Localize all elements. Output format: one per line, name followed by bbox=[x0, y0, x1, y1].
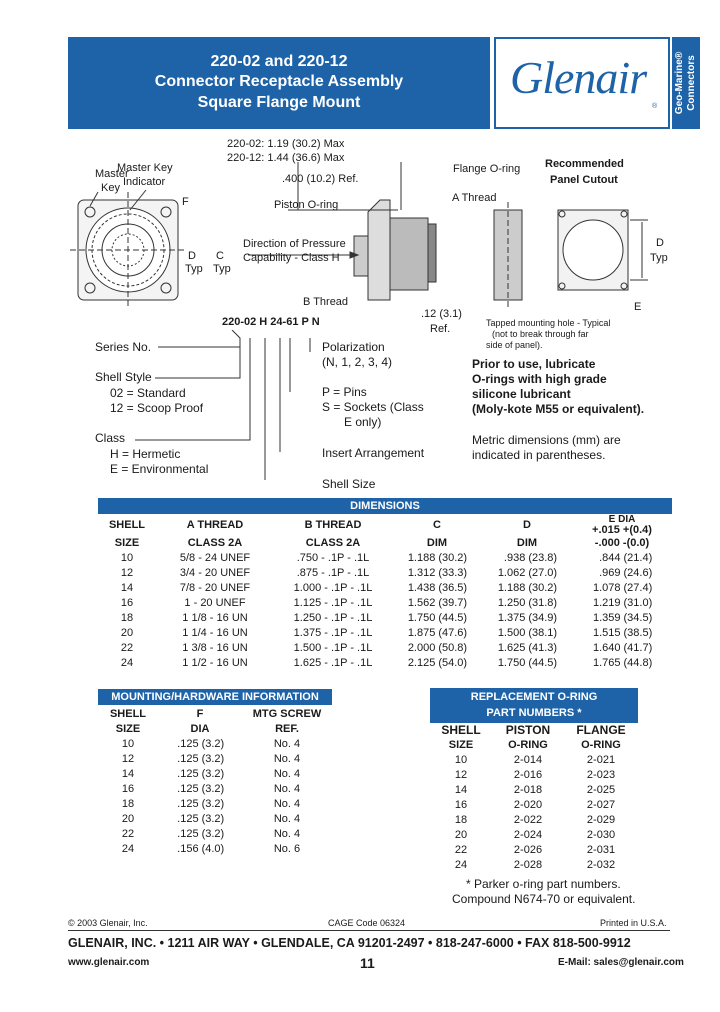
mtg-row bbox=[98, 782, 332, 797]
dim-cell: 1.875 bbox=[407, 627, 436, 639]
mtg-cell: 22 bbox=[121, 828, 135, 840]
dim-cell: 1.438 bbox=[407, 582, 436, 594]
dim-cell: 1 1/8 - 16 UN bbox=[182, 612, 248, 624]
mtg-cell: (3.2) bbox=[201, 798, 225, 810]
rep-cell: 2-030 bbox=[586, 829, 616, 841]
mtg-cell: .125 bbox=[177, 813, 199, 825]
mtg-h1-shell: SHELL bbox=[109, 708, 147, 720]
mtg-cell: 20 bbox=[121, 813, 135, 825]
rep-row bbox=[430, 813, 638, 828]
dim-cell: 1.250 - .1P - .1L bbox=[293, 612, 373, 624]
cutout-title: Recommended bbox=[545, 158, 624, 170]
dim-h1-bthread: B THREAD bbox=[304, 518, 362, 531]
dim-cell: 3/4 - 20 UNEF bbox=[179, 567, 251, 579]
dim-row bbox=[98, 626, 672, 641]
insert-arrangement-label: Insert Arrangement bbox=[322, 446, 425, 460]
dim-cell: 1.125 - .1P - .1L bbox=[293, 597, 373, 609]
mtg-cell: 16 bbox=[121, 783, 135, 795]
dim-cell: .750 - .1P - .1L bbox=[296, 552, 370, 564]
shell-size-label: Shell Size bbox=[322, 477, 376, 491]
mtg-cell: (3.2) bbox=[201, 738, 225, 750]
mtg-cell: (3.2) bbox=[201, 828, 225, 840]
c-typ-label: C bbox=[216, 250, 224, 262]
lube-note-4: (Moly-kote M55 or equivalent). bbox=[472, 402, 645, 416]
logo-text: Glenair bbox=[510, 52, 647, 103]
page-number: 11 bbox=[360, 955, 375, 971]
side-tab bbox=[672, 37, 700, 129]
dim-cell: (21.4) bbox=[623, 552, 653, 564]
master-key-label-2: Key bbox=[101, 182, 120, 194]
dim-h2-e-minus: -.000 bbox=[594, 537, 620, 549]
mtg-cell: (3.2) bbox=[201, 813, 225, 825]
mtg-h2-ref: REF. bbox=[275, 723, 299, 735]
dim-cell: .875 - .1P - .1L bbox=[296, 567, 370, 579]
direction-label: Direction of Pressure bbox=[243, 238, 346, 250]
polarization-options: (N, 1, 2, 3, 4) bbox=[322, 355, 393, 369]
page-title: 220-02 and 220-12 bbox=[210, 53, 348, 70]
rep-h2-size: SIZE bbox=[448, 739, 474, 751]
master-key-label: Master bbox=[95, 168, 129, 180]
polarization-label: Polarization bbox=[322, 340, 385, 354]
piston-oring-label: Piston O-ring bbox=[274, 199, 339, 211]
cutout-typ-label: Typ bbox=[650, 252, 668, 264]
dim-cell: 1.250 bbox=[497, 597, 526, 609]
dim-cell: (31.8) bbox=[528, 597, 558, 609]
mtg-h1-f: F bbox=[196, 708, 204, 720]
dim-cell: .938 bbox=[503, 552, 526, 564]
dim-h2-ddim: DIM bbox=[516, 537, 538, 549]
f-label: F bbox=[182, 196, 189, 208]
mtg-cell: .156 bbox=[177, 843, 199, 855]
replacement-title bbox=[430, 688, 638, 723]
dimensions-title: DIMENSIONS bbox=[98, 498, 672, 514]
rep-h1-flange: FLANGE bbox=[576, 723, 626, 737]
replacement-title-2: PART NUMBERS * bbox=[486, 707, 582, 719]
dim-cell: (27.4) bbox=[623, 582, 653, 594]
rep-cell: 2-026 bbox=[513, 844, 543, 856]
page-subtitle-2: Square Flange Mount bbox=[197, 94, 361, 111]
mtg-cell: No. 4 bbox=[273, 828, 301, 840]
dim-cell: 1.375 bbox=[497, 612, 526, 624]
rep-cell: 24 bbox=[454, 859, 468, 871]
rep-cell: 2-014 bbox=[513, 754, 543, 766]
dim-h1-e-plusmm: +(0.4) bbox=[622, 524, 652, 536]
dim-cell: 1.000 - .1P - .1L bbox=[293, 582, 373, 594]
front-view bbox=[70, 190, 186, 308]
metric-note-1: Metric dimensions (mm) are bbox=[472, 433, 621, 447]
mtg-cell: .125 bbox=[177, 738, 199, 750]
side-tab-line2: Connectors bbox=[686, 55, 697, 111]
mtg-cell: (3.2) bbox=[201, 753, 225, 765]
dim-cell: 12 bbox=[120, 567, 134, 579]
rep-cell: 10 bbox=[454, 754, 468, 766]
mounting-table bbox=[98, 707, 332, 857]
dim-h1-e bbox=[572, 514, 672, 536]
master-key-indicator-label: Master Key bbox=[117, 162, 173, 174]
lube-note-1: Prior to use, lubricate bbox=[472, 357, 596, 371]
rep-cell: 14 bbox=[454, 784, 468, 796]
dim-row bbox=[98, 656, 672, 671]
part-number-example: 220-02 H 24-61 P N bbox=[222, 316, 320, 328]
dim-row bbox=[98, 566, 672, 581]
dim-cell: 24 bbox=[120, 657, 134, 669]
shell-style-label: Shell Style bbox=[95, 370, 152, 384]
dim-cell: (38.1) bbox=[528, 627, 558, 639]
class-h: H = Hermetic bbox=[110, 447, 181, 461]
dim-cell: 1.562 bbox=[407, 597, 436, 609]
dim-h2-e-minusmm: -(0.0) bbox=[622, 537, 650, 549]
mtg-cell: (4.0) bbox=[201, 843, 225, 855]
pins-option: P = Pins bbox=[322, 385, 367, 399]
dim-cell: 16 bbox=[120, 597, 134, 609]
dim-h1-e-plus: +.015 bbox=[592, 524, 620, 536]
sockets-option: S = Sockets (Class bbox=[322, 400, 424, 414]
dim-cell: 1 1/2 - 16 UN bbox=[182, 657, 248, 669]
rep-cell: 2-018 bbox=[513, 784, 543, 796]
master-key-indicator-label-2: Indicator bbox=[123, 176, 166, 188]
replacement-title-1: REPLACEMENT O-RING bbox=[470, 691, 598, 703]
rep-cell: 2-023 bbox=[586, 769, 616, 781]
dim-h1-c: C bbox=[433, 518, 441, 531]
dim-row bbox=[98, 581, 672, 596]
mtg-cell: 10 bbox=[121, 738, 135, 750]
flange-oring-label: Flange O-ring bbox=[453, 163, 521, 175]
mtg-cell: .125 bbox=[177, 798, 199, 810]
dim-cell: (27.0) bbox=[528, 567, 558, 579]
length-220-02: 220-02: 1.19 (30.2) Max bbox=[227, 138, 345, 150]
dim-cell: 1.515 bbox=[592, 627, 621, 639]
ref-12-label-2: Ref. bbox=[430, 323, 451, 335]
dim-cell: 1.500 - .1P - .1L bbox=[293, 642, 373, 654]
dim-h2-bclass: CLASS 2A bbox=[305, 537, 361, 549]
dim-row bbox=[98, 551, 672, 566]
dim-h1-e-tol bbox=[572, 525, 672, 536]
page-subtitle: Connector Receptacle Assembly bbox=[154, 73, 404, 90]
dim-cell: 1.188 bbox=[407, 552, 436, 564]
dim-cell: (34.5) bbox=[623, 612, 653, 624]
mtg-cell: No. 4 bbox=[273, 783, 301, 795]
rep-row bbox=[430, 828, 638, 843]
tapped-note-1: Tapped mounting hole - Typical bbox=[486, 318, 611, 328]
mtg-cell: .125 bbox=[177, 783, 199, 795]
dim-cell: 1.765 bbox=[592, 657, 621, 669]
side-tab-text bbox=[674, 52, 698, 114]
rep-cell: 2-031 bbox=[586, 844, 616, 856]
class-label: Class bbox=[95, 431, 126, 445]
rep-cell: 2-029 bbox=[586, 814, 616, 826]
dim-cell: 1.062 bbox=[497, 567, 526, 579]
dim-cell: 10 bbox=[120, 552, 134, 564]
cutout-title-2: Panel Cutout bbox=[550, 174, 618, 186]
mounting-title: MOUNTING/HARDWARE INFORMATION bbox=[98, 689, 332, 705]
rep-row bbox=[430, 843, 638, 858]
dim-cell: (47.6) bbox=[438, 627, 468, 639]
parker-note: * Parker o-ring part numbers. bbox=[466, 877, 621, 891]
dim-cell: 1.625 - .1P - .1L bbox=[293, 657, 373, 669]
email-link[interactable]: E-Mail: sales@glenair.com bbox=[558, 957, 684, 968]
rep-cell: 2-027 bbox=[586, 799, 616, 811]
dim-cell: 1.750 bbox=[407, 612, 436, 624]
tapped-note-2: (not to break through far bbox=[492, 329, 589, 339]
rep-cell: 18 bbox=[454, 814, 468, 826]
mtg-row bbox=[98, 827, 332, 842]
dim-cell: 20 bbox=[120, 627, 134, 639]
rep-cell: 2-025 bbox=[586, 784, 616, 796]
series-label: Series No. bbox=[95, 340, 152, 354]
mtg-cell: No. 4 bbox=[273, 813, 301, 825]
dim-cell: .844 bbox=[599, 552, 621, 564]
dim-cell: 1.500 bbox=[497, 627, 526, 639]
dim-h1-d: D bbox=[523, 518, 531, 531]
replacement-table bbox=[430, 723, 638, 873]
rep-cell: 2-022 bbox=[513, 814, 543, 826]
mtg-cell: 12 bbox=[121, 753, 135, 765]
mtg-row bbox=[98, 812, 332, 827]
mtg-cell: 14 bbox=[121, 768, 135, 780]
dim-cell: (41.7) bbox=[623, 642, 653, 654]
mtg-cell: No. 4 bbox=[273, 798, 301, 810]
mtg-h2-size: SIZE bbox=[115, 723, 141, 735]
dim-h2-etol bbox=[572, 536, 672, 551]
mtg-cell: (3.2) bbox=[201, 783, 225, 795]
compound-note: Compound N674-70 or equivalent. bbox=[452, 892, 636, 906]
dim-cell: (30.2) bbox=[528, 582, 558, 594]
dim-cell: (38.5) bbox=[623, 627, 653, 639]
dim-row bbox=[98, 596, 672, 611]
mtg-row bbox=[98, 752, 332, 767]
dim-cell: 1.219 bbox=[592, 597, 621, 609]
rep-row bbox=[430, 768, 638, 783]
rep-cell: 2-021 bbox=[586, 754, 616, 766]
mtg-cell: No. 4 bbox=[273, 768, 301, 780]
rep-cell: 2-032 bbox=[586, 859, 616, 871]
mtg-row bbox=[98, 842, 332, 857]
dim-cell: (30.2) bbox=[438, 552, 468, 564]
cage-code: CAGE Code 06324 bbox=[328, 918, 406, 928]
copyright: © 2003 Glenair, Inc. bbox=[68, 918, 148, 928]
dim-cell: 1 - 20 UNEF bbox=[184, 597, 246, 609]
a-thread-label: A Thread bbox=[452, 192, 497, 204]
sockets-option-2: E only) bbox=[344, 415, 382, 429]
dim-cell: (31.0) bbox=[623, 597, 653, 609]
dim-cell: 1.375 - .1P - .1L bbox=[293, 627, 373, 639]
class-e: E = Environmental bbox=[110, 462, 209, 476]
rep-cell: 2-016 bbox=[513, 769, 543, 781]
dimensions-table bbox=[98, 514, 672, 671]
dim-cell: (36.5) bbox=[438, 582, 468, 594]
shell-style-02: 02 = Standard bbox=[110, 386, 186, 400]
dim-row bbox=[98, 611, 672, 626]
dim-cell: (50.8) bbox=[438, 642, 468, 654]
dim-h2-size: SIZE bbox=[114, 537, 140, 549]
mtg-cell: No. 4 bbox=[273, 738, 301, 750]
dim-cell: (41.3) bbox=[528, 642, 558, 654]
dim-cell: 5/8 - 24 UNEF bbox=[179, 552, 251, 564]
dim-cell: (39.7) bbox=[438, 597, 468, 609]
d-typ-label: D bbox=[188, 250, 196, 262]
dim-cell: .969 bbox=[599, 567, 621, 579]
dim-cell: (24.6) bbox=[623, 567, 653, 579]
rep-cell: 12 bbox=[454, 769, 468, 781]
ref-12-label: .12 (3.1) bbox=[421, 308, 462, 320]
dim-cell: 14 bbox=[120, 582, 134, 594]
rep-cell: 16 bbox=[454, 799, 468, 811]
dim-cell: 1 1/4 - 16 UN bbox=[182, 627, 248, 639]
cutout-d-label: D bbox=[656, 237, 664, 249]
title-banner bbox=[68, 37, 490, 129]
lube-note-3: silicone lubricant bbox=[472, 387, 571, 401]
mtg-cell: .125 bbox=[177, 828, 199, 840]
dim-cell: (44.5) bbox=[438, 612, 468, 624]
dim-row bbox=[98, 641, 672, 656]
mtg-row bbox=[98, 737, 332, 752]
cutout-e-label: E bbox=[634, 301, 642, 313]
tapped-note-3: side of panel). bbox=[486, 340, 543, 350]
footer-address: GLENAIR, INC. • 1211 AIR WAY • GLENDALE, CA 91201-2497 • 818-247-6000 • FAX 818-500-9912 bbox=[68, 936, 631, 950]
rep-h2-flange: O-RING bbox=[581, 739, 621, 751]
rep-h1-piston: PISTON bbox=[505, 723, 551, 737]
capability-label: Capability - Class H bbox=[243, 252, 340, 264]
mtg-cell: 18 bbox=[121, 798, 135, 810]
panel-cutout bbox=[494, 202, 648, 308]
dim-cell: 18 bbox=[120, 612, 134, 624]
lube-note-2: O-rings with high grade bbox=[472, 372, 607, 386]
mtg-cell: No. 6 bbox=[273, 843, 301, 855]
dim-cell: (54.0) bbox=[438, 657, 468, 669]
rep-row bbox=[430, 798, 638, 813]
dim-cell: 2.000 bbox=[407, 642, 436, 654]
dim-cell: 1 3/8 - 16 UN bbox=[182, 642, 248, 654]
rep-row bbox=[430, 858, 638, 873]
glenair-logo bbox=[494, 37, 670, 129]
dim-h1-athread: A THREAD bbox=[186, 518, 244, 531]
dim-cell: 1.188 bbox=[497, 582, 526, 594]
rep-cell: 2-024 bbox=[513, 829, 543, 841]
dim-cell: 1.359 bbox=[592, 612, 621, 624]
rep-cell: 2-020 bbox=[513, 799, 543, 811]
rep-cell: 20 bbox=[454, 829, 468, 841]
dim-h1-shell: SHELL bbox=[108, 518, 146, 531]
mtg-row bbox=[98, 797, 332, 812]
length-220-12: 220-12: 1.44 (36.6) Max bbox=[227, 152, 345, 164]
mtg-row bbox=[98, 767, 332, 782]
b-thread-label: B Thread bbox=[303, 296, 349, 308]
mtg-cell: 24 bbox=[121, 843, 135, 855]
rep-row bbox=[430, 783, 638, 798]
dim-cell: 1.640 bbox=[592, 642, 621, 654]
dim-h2-cdim: DIM bbox=[426, 537, 448, 549]
mtg-cell: .125 bbox=[177, 753, 199, 765]
rep-cell: 22 bbox=[454, 844, 468, 856]
rep-h2-piston: O-RING bbox=[508, 739, 548, 751]
website-link[interactable]: www.glenair.com bbox=[68, 957, 150, 968]
dim-cell: 1.078 bbox=[592, 582, 621, 594]
dim-cell: (33.3) bbox=[438, 567, 468, 579]
dim-cell: 22 bbox=[120, 642, 134, 654]
printed-in: Printed in U.S.A. bbox=[600, 918, 667, 928]
mtg-h1-screw: MTG SCREW bbox=[252, 708, 322, 720]
mtg-cell: No. 4 bbox=[273, 753, 301, 765]
c-typ-label-2: Typ bbox=[213, 263, 231, 275]
rep-cell: 2-028 bbox=[513, 859, 543, 871]
rep-row bbox=[430, 753, 638, 768]
d-typ-label-2: Typ bbox=[185, 263, 203, 275]
dim-cell: 7/8 - 20 UNEF bbox=[179, 582, 251, 594]
dim-cell: 2.125 bbox=[407, 657, 436, 669]
mtg-cell: (3.2) bbox=[201, 768, 225, 780]
mtg-cell: .125 bbox=[177, 768, 199, 780]
shell-style-12: 12 = Scoop Proof bbox=[110, 401, 204, 415]
side-tab-line1: Geo-Marine® bbox=[674, 51, 685, 115]
logo-registered: ® bbox=[652, 103, 658, 110]
dim-cell: (23.8) bbox=[528, 552, 558, 564]
dim-cell: (44.8) bbox=[623, 657, 653, 669]
dim-cell: 1.750 bbox=[497, 657, 526, 669]
dim-cell: (44.5) bbox=[528, 657, 558, 669]
mtg-h2-dia: DIA bbox=[190, 723, 210, 735]
dim-cell: (34.9) bbox=[528, 612, 558, 624]
dim-h1-e-dia: E DIA bbox=[608, 514, 636, 525]
rep-h1-shell: SHELL bbox=[441, 723, 481, 737]
dim-cell: 1.312 bbox=[407, 567, 436, 579]
metric-note-2: indicated in parentheses. bbox=[472, 448, 606, 462]
ref-400: .400 (10.2) Ref. bbox=[282, 173, 359, 185]
footer-divider bbox=[68, 930, 670, 931]
dim-h2-aclass: CLASS 2A bbox=[187, 537, 243, 549]
dim-cell: 1.625 bbox=[497, 642, 526, 654]
